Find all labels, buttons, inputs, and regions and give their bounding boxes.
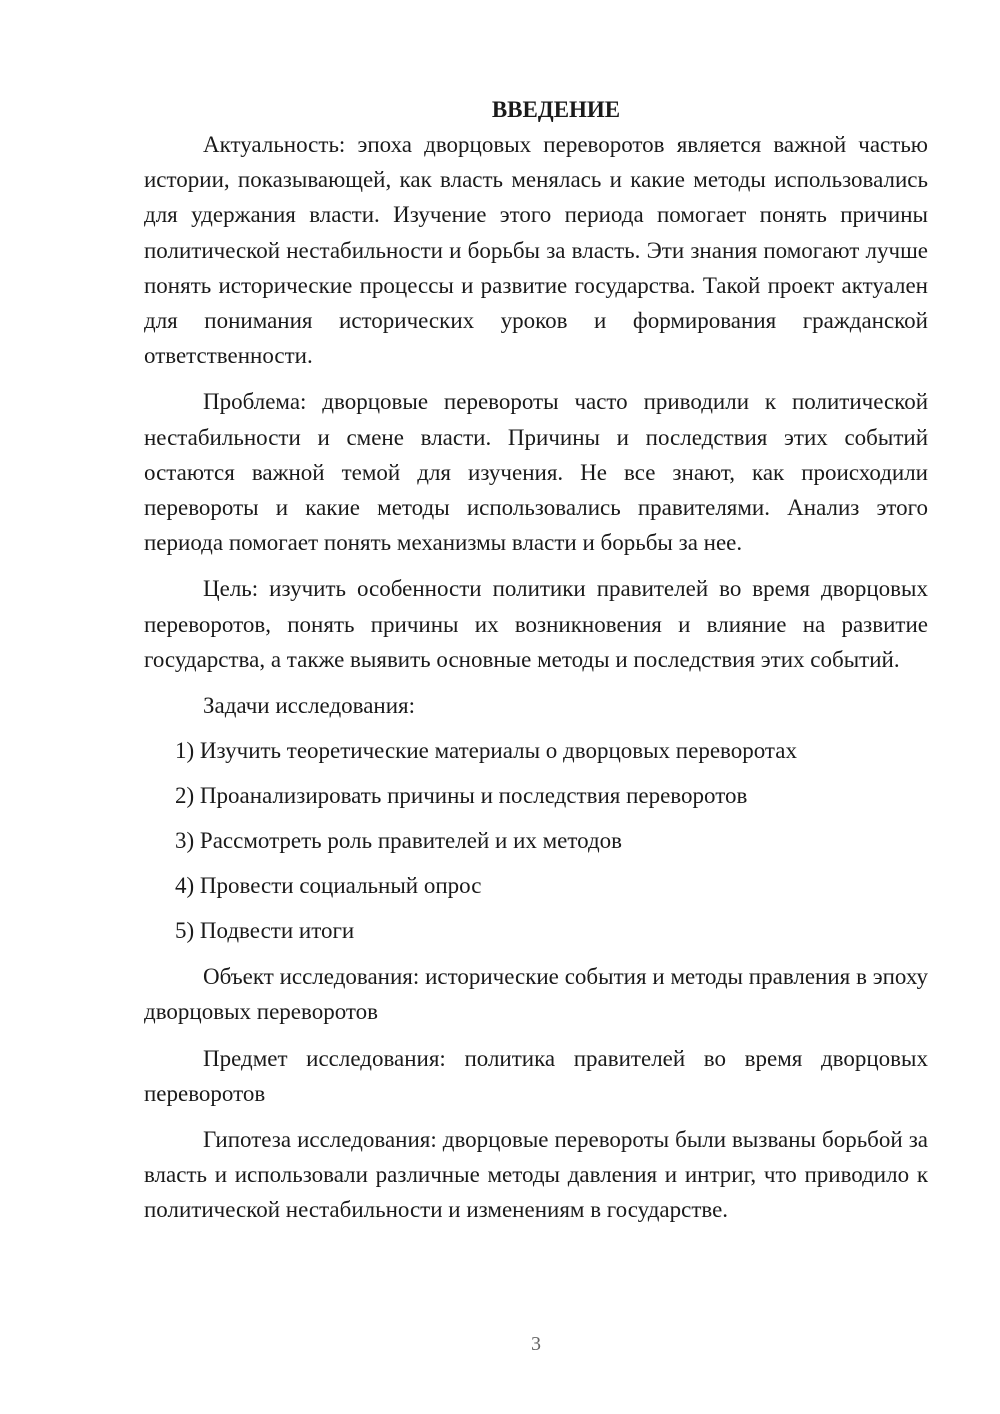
task-item-5: 5) Подвести итоги [175, 918, 355, 944]
subject-paragraph: Предмет исследования: политика правителей во время дворцовых переворотов [144, 1045, 928, 1106]
tasks-title: Задачи исследования: [203, 693, 416, 719]
problem-paragraph: Проблема: дворцовые перевороты часто приводили к политической нестабильности и смене власти. Причины и последствия этих событий остаются важной темой для изучения. Не все знают, как происходили перевороты и какие методы использовались правителями. Анализ этого периода помогает понять механизмы власти и борьбы за нее. [144, 389, 928, 556]
tasks-list [144, 733, 928, 948]
hypothesis-paragraph: Гипотеза исследования: дворцовые перевороты были вызваны борьбой за власть и использовали различные методы давления и интриг, что приводило к политической нестабильности и изменениям в государстве. [144, 1127, 928, 1223]
section-heading: ВВЕДЕНИЕ [491, 97, 621, 122]
task-item-1: 1) Изучить теоретические материалы о дворцовых переворотах [175, 738, 797, 764]
task-item-2: 2) Проанализировать причины и последствия переворотов [175, 783, 748, 809]
object-paragraph: Объект исследования: исторические события и методы правления в эпоху дворцовых переворотов [144, 964, 928, 1025]
goal-paragraph: Цель: изучить особенности политики правителей во время дворцовых переворотов, понять причины их возникновения и влияние на развитие государства, а также выявить основные методы и последствия этих событий. [144, 576, 928, 672]
document-page [144, 92, 928, 1239]
page-number: 3 [531, 1333, 541, 1355]
relevance-paragraph: Актуальность: эпоха дворцовых переворотов является важной частью истории, показывающей, как власть менялась и какие методы использовались для удержания власти. Изучение этого периода помогает понять причины политической нестабильности и борьбы за власть. Эти знания помогают лучше понять исторические процессы и развитие государства. Такой проект актуален для понимания исторических уроков и формирования гражданской ответственности. [144, 132, 928, 369]
task-item-3: 3) Рассмотреть роль правителей и их методов [175, 828, 623, 854]
task-item-4: 4) Провести социальный опрос [175, 873, 482, 899]
